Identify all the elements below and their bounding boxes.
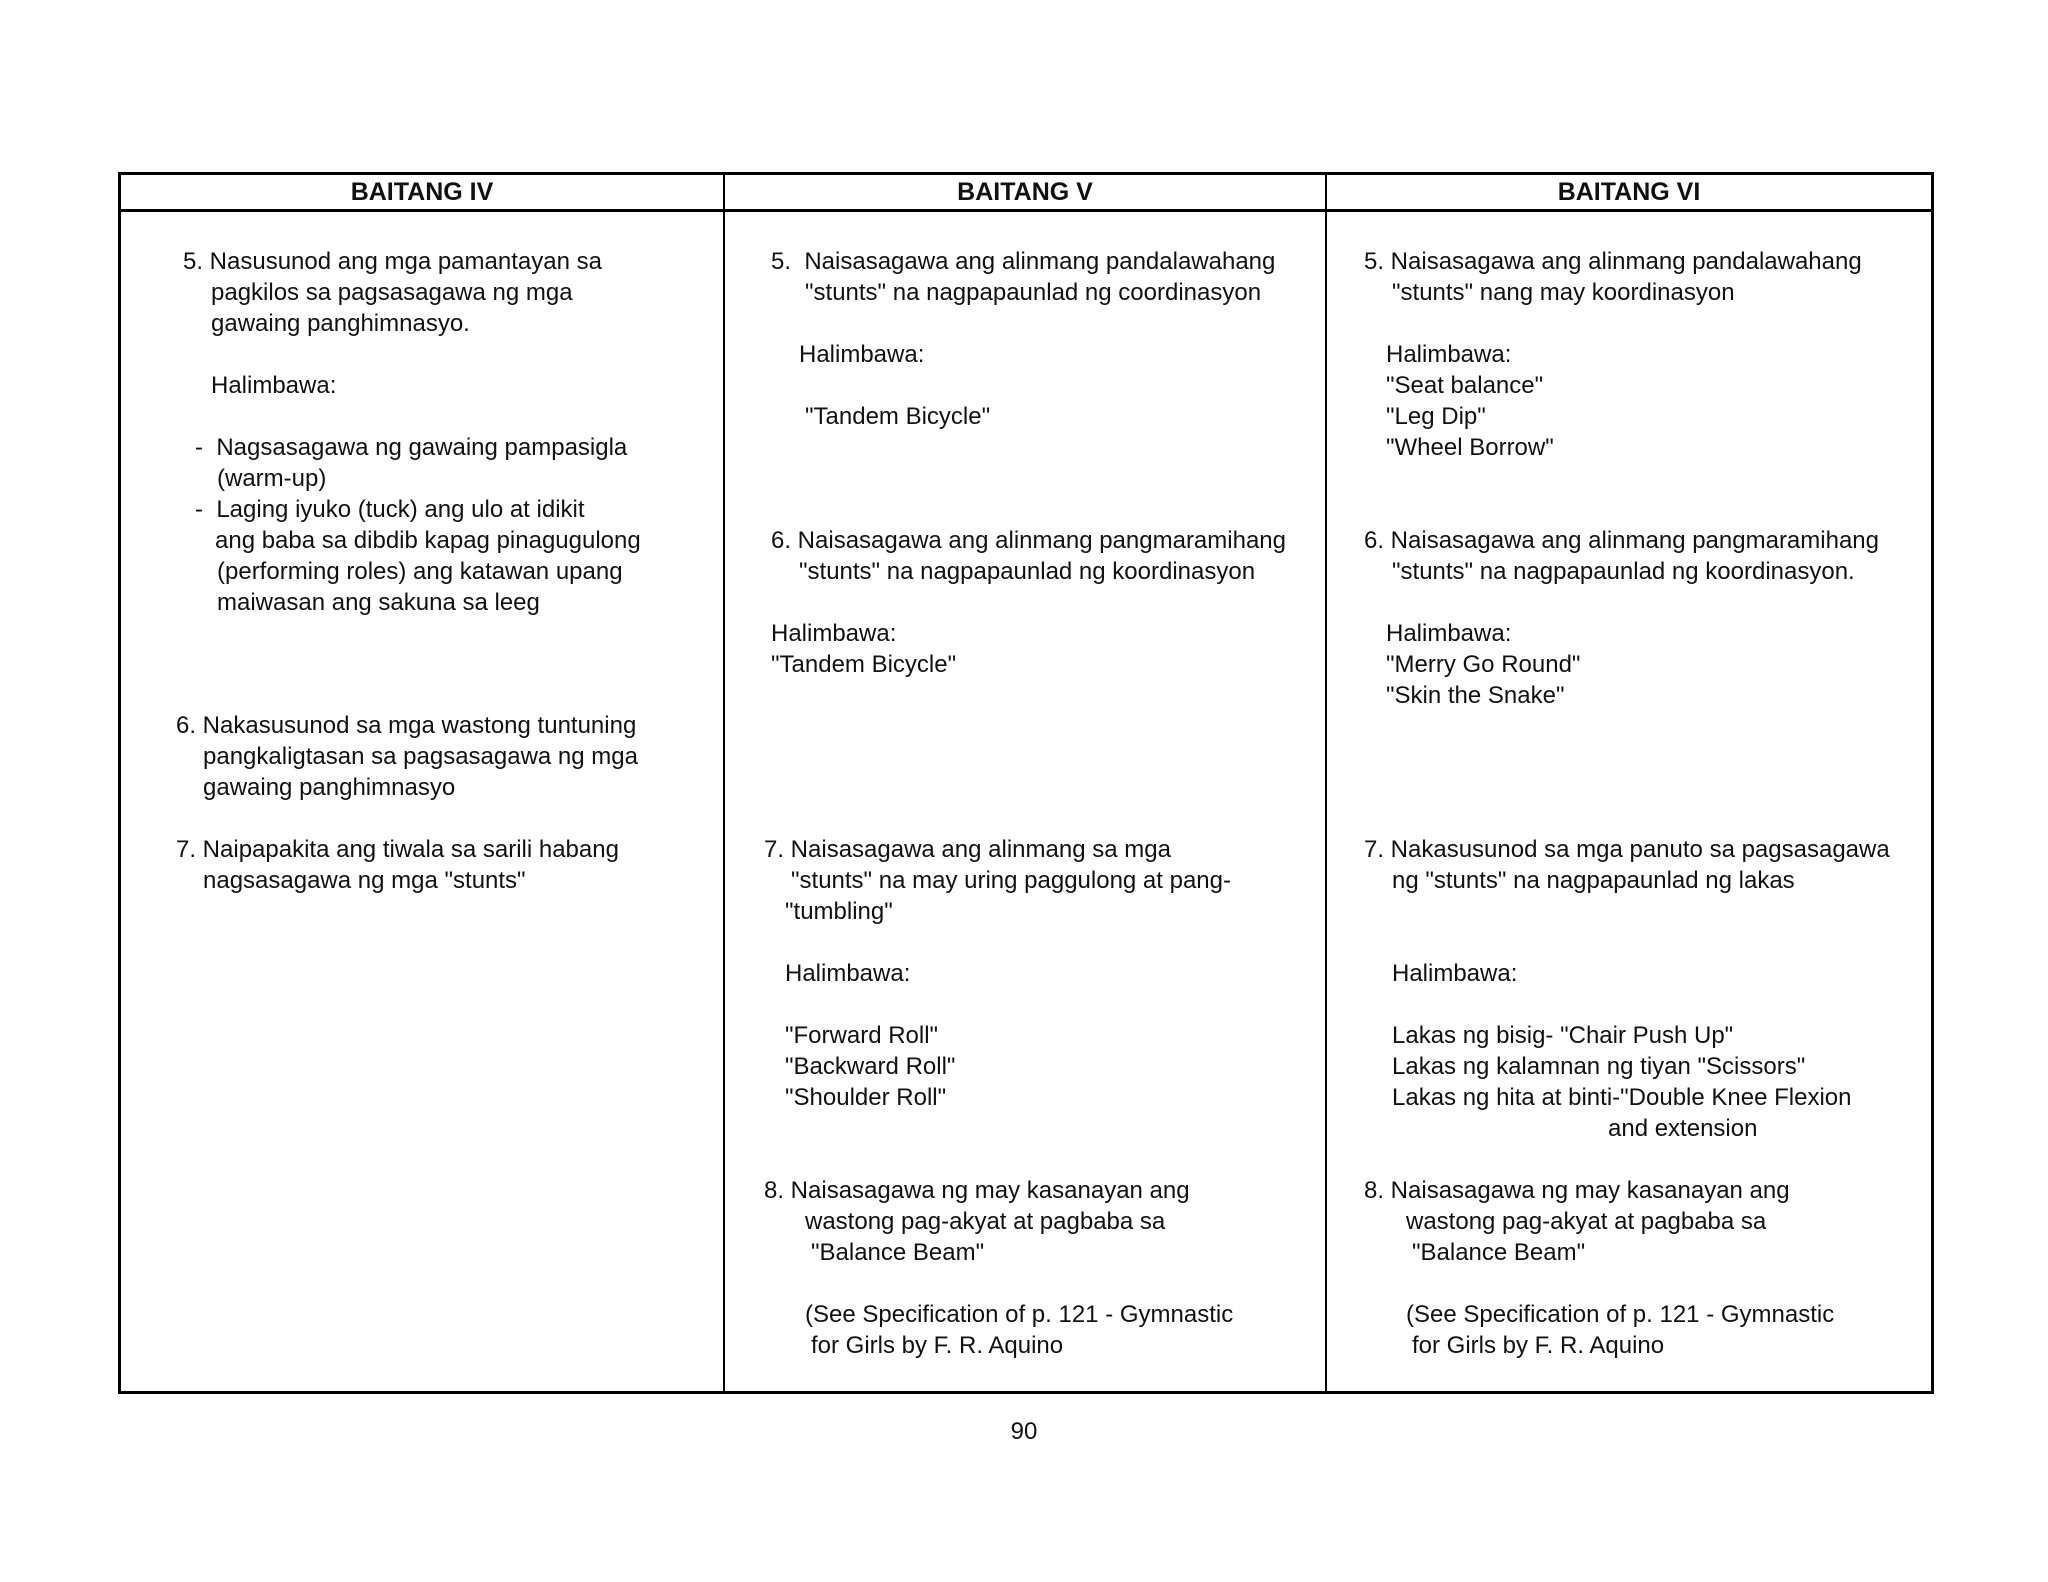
col1-line: pangkaligtasan sa pagsasagawa ng mga xyxy=(203,743,638,770)
col3-line: "Merry Go Round" xyxy=(1386,651,1581,678)
curriculum-table xyxy=(118,172,1934,1394)
col1-line: gawaing panghimnasyo. xyxy=(211,310,470,337)
col3-line: wastong pag-akyat at pagbaba sa xyxy=(1406,1208,1767,1235)
col3-line: "Balance Beam" xyxy=(1412,1239,1586,1266)
col2-line: Halimbawa: xyxy=(771,620,897,647)
col1-line: (performing roles) ang katawan upang xyxy=(217,558,623,585)
column-divider xyxy=(1325,175,1327,1391)
col1-line: gawaing panghimnasyo xyxy=(203,774,456,801)
col3-line: 5. Naisasagawa ang alinmang pandalawahang xyxy=(1364,248,1862,275)
col3-line: "Leg Dip" xyxy=(1386,403,1486,430)
col1-line: 6. Nakasusunod sa mga wastong tuntuning xyxy=(176,712,637,739)
col3-line: 6. Naisasagawa ang alinmang pangmaramihang xyxy=(1364,527,1879,554)
col2-line: "stunts" na nagpapaunlad ng coordinasyon xyxy=(805,279,1262,306)
col2-line: "Shoulder Roll" xyxy=(785,1084,947,1111)
col1-line: nagsasagawa ng mga "stunts" xyxy=(203,867,526,894)
header-baitang-vi: BAITANG VI xyxy=(1557,178,1701,206)
col1-line: ang baba sa dibdib kapag pinagugulong xyxy=(215,527,641,554)
col3-line: 8. Naisasagawa ng may kasanayan ang xyxy=(1364,1177,1790,1204)
col2-line: "Balance Beam" xyxy=(811,1239,985,1266)
col3-line: and extension xyxy=(1608,1115,1758,1142)
col3-line: "Seat balance" xyxy=(1386,372,1544,399)
col3-line: "Skin the Snake" xyxy=(1386,682,1565,709)
col2-line: "Forward Roll" xyxy=(785,1022,939,1049)
col2-line: "Tandem Bicycle" xyxy=(771,651,957,678)
col2-line: "Backward Roll" xyxy=(785,1053,956,1080)
col1-line: (warm-up) xyxy=(217,465,327,492)
col2-line: "stunts" na nagpapaunlad ng koordinasyon xyxy=(799,558,1256,585)
col2-line: "tumbling" xyxy=(785,898,893,925)
table-header-row xyxy=(121,175,1931,212)
col3-line: Halimbawa: xyxy=(1386,620,1512,647)
col2-line: Halimbawa: xyxy=(799,341,925,368)
col3-line: Lakas ng bisig- "Chair Push Up" xyxy=(1392,1022,1734,1049)
col3-line: Halimbawa: xyxy=(1392,960,1518,987)
page-number: 90 xyxy=(1010,1418,1038,1445)
col3-line: "Wheel Borrow" xyxy=(1386,434,1554,461)
col3-line: 7. Nakasusunod sa mga panuto sa pagsasagawa xyxy=(1364,836,1890,863)
col1-line: Halimbawa: xyxy=(211,372,337,399)
col1-line: 5. Nasusunod ang mga pamantayan sa xyxy=(183,248,602,275)
col3-line: Lakas ng kalamnan ng tiyan "Scissors" xyxy=(1392,1053,1806,1080)
col3-line: "stunts" nang may koordinasyon xyxy=(1392,279,1735,306)
col2-line: 6. Naisasagawa ang alinmang pangmaramihang xyxy=(771,527,1286,554)
col2-line: "stunts" na may uring paggulong at pang- xyxy=(791,867,1231,894)
col1-line: - Nagsasagawa ng gawaing pampasigla xyxy=(195,434,628,461)
header-baitang-v: BAITANG V xyxy=(957,178,1093,206)
col3-line: (See Specification of p. 121 - Gymnastic xyxy=(1406,1301,1835,1328)
col3-line: for Girls by F. R. Aquino xyxy=(1412,1332,1665,1359)
header-baitang-iv: BAITANG IV xyxy=(350,178,494,206)
col1-line: pagkilos sa pagsasagawa ng mga xyxy=(211,279,573,306)
col2-line: wastong pag-akyat at pagbaba sa xyxy=(805,1208,1166,1235)
col3-line: Lakas ng hita at binti-"Double Knee Flexion xyxy=(1392,1084,1852,1111)
column-divider xyxy=(723,175,725,1391)
col2-line: (See Specification of p. 121 - Gymnastic xyxy=(805,1301,1234,1328)
col2-line: Halimbawa: xyxy=(785,960,911,987)
col3-line: "stunts" na nagpapaunlad ng koordinasyon. xyxy=(1392,558,1855,585)
col2-line: 7. Naisasagawa ang alinmang sa mga xyxy=(764,836,1171,863)
col2-line: 5. Naisasagawa ang alinmang pandalawahang xyxy=(771,248,1276,275)
col2-line: "Tandem Bicycle" xyxy=(805,403,991,430)
col1-line: - Laging iyuko (tuck) ang ulo at idikit xyxy=(195,496,585,523)
col3-line: Halimbawa: xyxy=(1386,341,1512,368)
col2-line: for Girls by F. R. Aquino xyxy=(811,1332,1064,1359)
col3-line: ng "stunts" na nagpapaunlad ng lakas xyxy=(1392,867,1795,894)
col2-line: 8. Naisasagawa ng may kasanayan ang xyxy=(764,1177,1190,1204)
col1-line: maiwasan ang sakuna sa leeg xyxy=(217,589,540,616)
col1-line: 7. Naipapakita ang tiwala sa sarili habang xyxy=(176,836,619,863)
